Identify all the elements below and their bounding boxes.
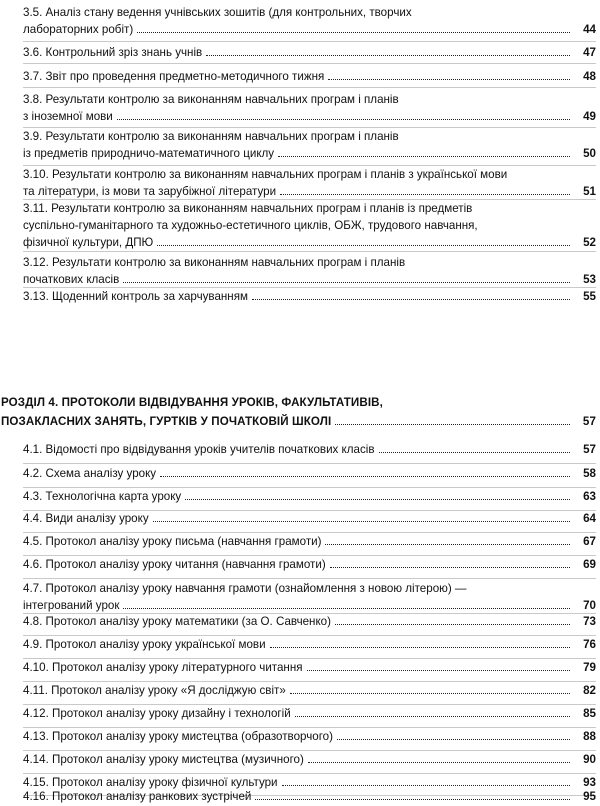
page-number: 67 <box>583 535 596 548</box>
toc-entry-4-2 <box>23 465 596 488</box>
leader-dots <box>160 476 570 477</box>
toc-entry-text: 3.12. Результати контролю за виконанням навчальних програм і планів <box>23 256 406 269</box>
section-title-line: РОЗДІЛ 4. ПРОТОКОЛИ ВІДВІДУВАННЯ УРОКІВ, ФАКУЛЬТАТИВІВ, <box>1 396 383 409</box>
toc-entry-3-7 <box>23 68 596 88</box>
leader-dots <box>153 521 570 522</box>
page-number: 63 <box>583 490 596 503</box>
toc-entry-4-8 <box>23 613 596 636</box>
toc-entry-4-7 <box>23 580 596 614</box>
page-number: 51 <box>583 185 596 198</box>
toc-entry-4-6 <box>23 556 596 579</box>
leader-dots <box>206 55 570 56</box>
page-number: 95 <box>583 790 596 803</box>
page-number: 50 <box>583 147 596 160</box>
page-number: 55 <box>583 290 596 303</box>
toc-entry-3-9 <box>23 128 596 166</box>
toc-entry-4-16 <box>23 788 596 806</box>
leader-dots <box>307 670 570 671</box>
page-number: 73 <box>583 615 596 628</box>
page-number: 69 <box>583 558 596 571</box>
toc-entry-text: 3.11. Результати контролю за виконанням навчальних програм і планів із предметів <box>23 202 473 215</box>
leader-dots <box>379 452 570 453</box>
toc-entry-3-11 <box>23 200 596 252</box>
page-number: 64 <box>583 512 596 525</box>
leader-dots <box>278 156 570 157</box>
toc-entry-text: 4.14. Протокол аналізу уроку мистецтва (музичного) <box>23 753 304 766</box>
toc-entry-4-1 <box>23 441 596 464</box>
leader-dots <box>252 299 570 300</box>
leader-dots <box>185 499 570 500</box>
page-number: 88 <box>583 730 596 743</box>
page-number: 76 <box>583 638 596 651</box>
page-number: 85 <box>583 707 596 720</box>
toc-entry-text: 4.11. Протокол аналізу уроку «Я досліджую світ» <box>23 684 286 697</box>
page-number: 57 <box>583 443 596 456</box>
toc-entry-text: та літератури, із мови та зарубіжної літератури <box>23 185 277 198</box>
page-number: 93 <box>583 776 596 789</box>
toc-entry-3-10 <box>23 166 596 200</box>
section-4-heading <box>1 393 596 431</box>
toc-entry-text: 3.13. Щоденний контроль за харчуванням <box>23 290 248 303</box>
toc-entry-4-14 <box>23 751 596 774</box>
leader-dots <box>270 647 570 648</box>
leader-dots <box>137 32 570 33</box>
toc-entry-text: лабораторних робіт) <box>23 23 134 36</box>
leader-dots <box>282 785 570 786</box>
toc-entry-text: інтегрований урок <box>23 599 120 612</box>
toc-entry-text: з іноземної мови <box>23 110 113 123</box>
toc-entry-text: 4.3. Технологічна карта уроку <box>23 490 182 503</box>
toc-entry-text: суспільно-гуманітарного та художньо-естетичного циклів, ОБЖ, трудового навчання, <box>23 219 478 232</box>
toc-entry-text: 3.9. Результати контролю за виконанням навчальних програм і планів <box>23 130 399 143</box>
toc-entry-text: 3.7. Звіт про проведення предметно-методичного тижня <box>23 70 325 83</box>
page-number: 79 <box>583 661 596 674</box>
toc-entry-text: 4.7. Протокол аналізу уроку навчання грамоти (ознайомлення з новою літерою) — <box>23 582 467 595</box>
toc-entry-4-4 <box>23 510 596 533</box>
toc-entry-text: 4.10. Протокол аналізу уроку літературного читання <box>23 661 303 674</box>
page-number: 44 <box>583 23 596 36</box>
toc-entry-4-5 <box>23 533 596 556</box>
toc-entry-text: 4.4. Види аналізу уроку <box>23 512 149 525</box>
toc-entry-3-8 <box>23 91 596 128</box>
page-number: 58 <box>583 467 596 480</box>
leader-dots <box>325 544 570 545</box>
toc-entry-text: 3.8. Результати контролю за виконанням навчальних програм і планів <box>23 93 399 106</box>
toc-entry-4-10 <box>23 659 596 682</box>
toc-entry-3-5 <box>23 4 596 42</box>
leader-dots <box>290 693 570 694</box>
leader-dots <box>117 119 570 120</box>
toc-entry-4-11 <box>23 682 596 705</box>
leader-dots <box>330 567 570 568</box>
toc-entry-text: фізичної культури, ДПЮ <box>23 236 154 249</box>
leader-dots <box>337 739 570 740</box>
toc-entry-text: із предметів природничо-математичного циклу <box>23 147 275 160</box>
leader-dots <box>255 799 570 800</box>
toc-entry-text: 4.1. Відомості про відвідування уроків учителів початкових класів <box>23 443 375 456</box>
toc-entry-text: 4.9. Протокол аналізу уроку української мови <box>23 638 266 651</box>
toc-entry-4-12 <box>23 705 596 728</box>
toc-entry-text: 4.15. Протокол аналізу уроку фізичної культури <box>23 776 278 789</box>
leader-dots <box>335 624 570 625</box>
page-number: 70 <box>583 599 596 612</box>
toc-entry-text: 4.6. Протокол аналізу уроку читання (навчання грамоти) <box>23 558 326 571</box>
leader-dots <box>157 245 570 246</box>
toc-entry-text: 4.5. Протокол аналізу уроку письма (навчання грамоти) <box>23 535 322 548</box>
leader-dots <box>295 716 570 717</box>
toc-entry-text: 3.5. Аналіз стану ведення учнівських зошитів (для контрольних, творчих <box>23 6 412 19</box>
toc-entry-text: 4.8. Протокол аналізу уроку математики (за О. Савченко) <box>23 615 331 628</box>
leader-dots <box>123 282 570 283</box>
toc-entry-text: 4.12. Протокол аналізу уроку дизайну і технологій <box>23 707 291 720</box>
leader-dots <box>335 424 570 425</box>
toc-entry-4-13 <box>23 728 596 751</box>
leader-dots <box>328 79 570 80</box>
page-number: 53 <box>583 273 596 286</box>
leader-dots <box>280 194 570 195</box>
toc-entry-4-3 <box>23 488 596 511</box>
toc-entry-text: 4.13. Протокол аналізу уроку мистецтва (образотворчого) <box>23 730 333 743</box>
toc-entry-text: 4.16. Протокол аналізу ранкових зустрічей <box>23 790 252 803</box>
page-number: 52 <box>583 236 596 249</box>
toc-entry-4-9 <box>23 636 596 659</box>
toc-entry-text: 3.10. Результати контролю за виконанням навчальних програм і планів з української мови <box>23 168 508 181</box>
toc-entry-text: початкових класів <box>23 273 120 286</box>
leader-dots <box>308 762 570 763</box>
toc-entry-3-6 <box>23 44 596 64</box>
leader-dots <box>123 608 570 609</box>
page-number: 49 <box>583 110 596 123</box>
page-number: 57 <box>582 415 596 428</box>
page-number: 48 <box>583 70 596 83</box>
toc-entry-3-13 <box>23 288 596 308</box>
page-number: 90 <box>583 753 596 766</box>
page-number: 47 <box>583 46 596 59</box>
toc-entry-text: 3.6. Контрольний зріз знань учнів <box>23 46 203 59</box>
page-number: 82 <box>583 684 596 697</box>
section-title-line: ПОЗАКЛАСНИХ ЗАНЯТЬ, ГУРТКІВ У ПОЧАТКОВІЙ ШКОЛІ <box>1 415 332 428</box>
toc-entry-text: 4.2. Схема аналізу уроку <box>23 467 157 480</box>
toc-entry-3-12 <box>23 254 596 288</box>
